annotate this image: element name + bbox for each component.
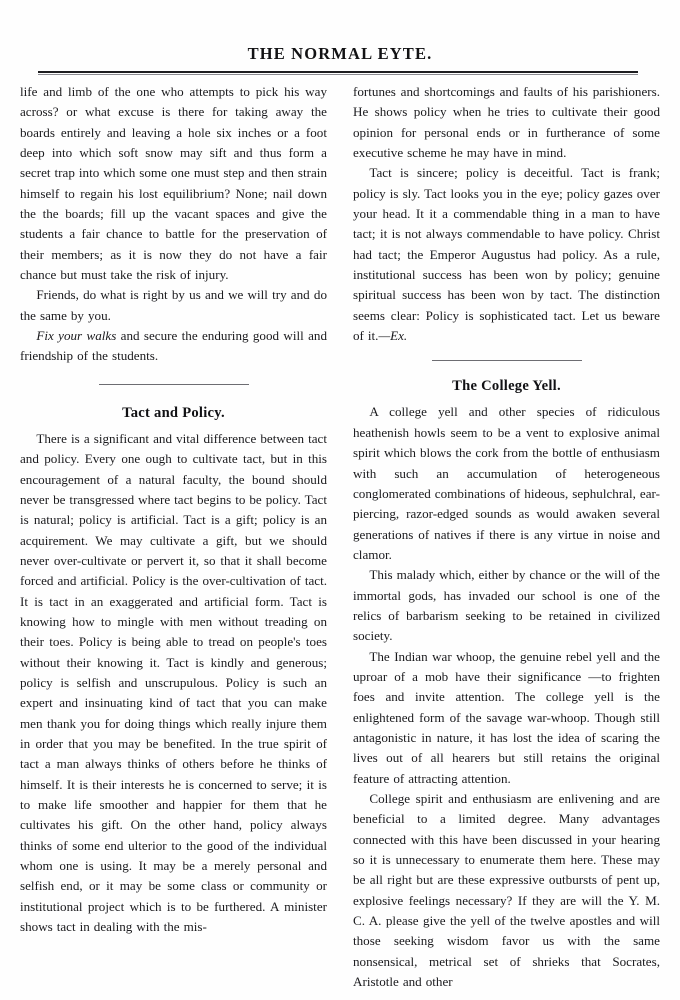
paragraph: fortunes and shortcomings and faults of his parishioners. He shows policy when he tries to cultivate their good opinion for personal ends or in furtherance of some executive scheme he may have in mind. [353, 84, 660, 161]
attribution-signature: —Ex. [378, 328, 408, 344]
paragraph: College spirit and enthusiasm are enlivening and are beneficial to a limited degree. Many advantages connected with this have been discussed in your hearing so it is unnecessary to enumerate them here. These may be all right but are these expressive outbursts of pent up, explosive feelings necessary? If they are will the Y. M. C. A. please give the yell of the twelve apostles and will those seeking wisdom favor us with the same nonsensical, metrical set of shrieks that Socrates, Aristotle and other [353, 791, 660, 990]
masthead-rule-thin [38, 74, 638, 75]
section-divider [99, 384, 249, 385]
masthead-rule-thick [38, 71, 638, 73]
masthead-rule [38, 71, 638, 75]
paragraph: A college yell and other species of ridiculous heathenish howls seem to be a vent to explosive animal spirit which blows the cork from the bottle of enthusiasm with such an accumulation of heterogeneous conglomerated combinations of hideous, sephulchral, ear-piercing, razor-edged sounds as would awaken several generations of natives if there is any virtue in noise and clamor. [353, 404, 660, 562]
italic-lead-phrase: Fix your walks [36, 328, 117, 344]
paragraph: The Indian war whoop, the genuine rebel yell and the uproar of a mob have their significance —to frighten foes and invite attention. The college yell is the enlightened form of the savage war-whoop. Though still antagonistic in nature, it has lost the idea of scaring the lives out of all hearers but still retains the original feature of attracting attention. [353, 648, 660, 786]
column-container [20, 82, 660, 992]
right-column [353, 82, 660, 992]
paragraph [353, 163, 660, 346]
paragraph: life and limb of the one who attempts to pick his way across? or what excuse is there for taking away the boards entirely and leaving a hole six inches or a foot deep into which soft snow may sift and thus form a secret trap into which some one must step and then strain himself to regain his lost equilibrium? None; nail down the the boards; fill up the vacant spaces and give the students a fair chance to battle for the preservation of their members; as it is now they do not have a fair chance but must take the risk of injury. [20, 84, 327, 283]
page-title: THE NORMAL EYTE. [247, 44, 433, 63]
section-heading-the-college-yell: The College Yell. [452, 378, 561, 395]
section-divider [432, 360, 582, 361]
left-column [20, 82, 327, 992]
paragraph: Friends, do what is right by us and we will try and do the same by you. [20, 287, 327, 323]
paragraph: There is a significant and vital difference between tact and policy. Every one ough to cultivate tact, but in this encouragement of a natural faculty, the bound should never be transgressed where tact begins to be policy. Tact is natural; policy is artificial. Tact is a gift; policy is an acquirement. We may cultivate a gift, but we should never over-cultivate or pervert it, so that it shall become forced and artificial. Policy is the over-cultivation of tact. It is tact in an exaggerated and artificial form. Tact is knowing how to mingle with men without treading on their toes. Policy is being able to tread on people's toes without their knowing it. Tact is kindly and generous; policy is selfish and unscrupulous. Policy is such an expert and insinuating kind of tact that you can make men thank you for doing things which really injure them in order that you may be benefited. In the true spirit of tact a man always thinks of others before he thinks of himself. It is their interests he is concerned to serve; it is to make life smoother and happier for them that he cultivates his gift. On the other hand, policy always thinks of some end ulterior to the good of the individual whom one is using. It may be a merely personal and selfish end, or it may be some class or community or institutional project which is to be furthered. A minister shows tact in dealing with the mis- [20, 430, 327, 935]
paragraph [20, 326, 327, 367]
section-heading-tact-and-policy: Tact and Policy. [122, 404, 225, 421]
paragraph-text: and secure the enduring good will and friendship of the students. [20, 328, 328, 364]
paragraph: This malady which, either by chance or the will of the immortal gods, has invaded our school is one of the relics of barbarism seeking to be retained in civilized society. [353, 567, 660, 644]
paragraph-text: Tact is sincere; policy is deceitful. Tact is frank; policy is sly. Tact looks you in the eye; policy gazes over your head. It it a commendable thing in a man to have tact; it is not always commendable to have policy. Christ had tact; the Emperor Augustus had policy. As a rule, institutional success has been won by policy; genuine spiritual success has been won by tact. The distinction seems clear: Policy is sophisticated tact. Let us beware of it. [353, 165, 660, 344]
